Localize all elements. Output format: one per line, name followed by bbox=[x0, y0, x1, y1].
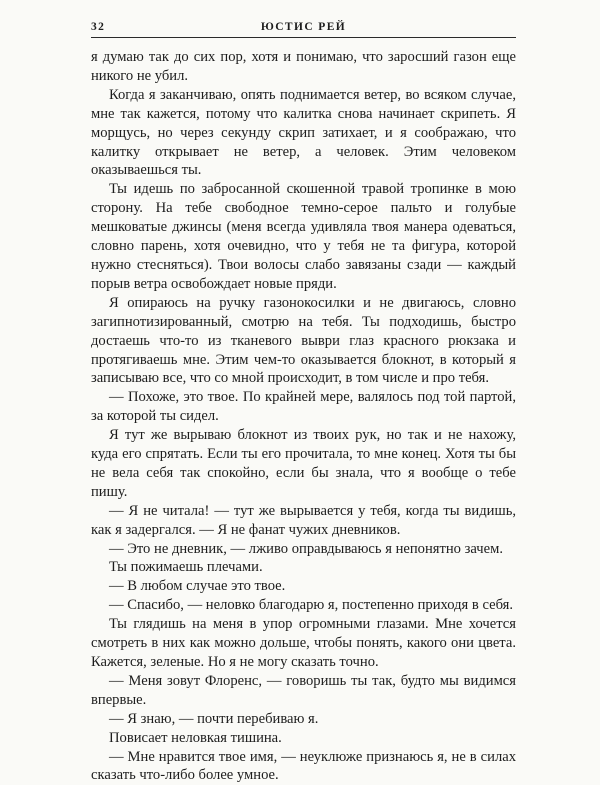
paragraph: — Я не читала! — тут же вырывается у тебя, когда ты видишь, как я задергался. — Я не фанат чужих дневников. bbox=[91, 502, 516, 538]
paragraph: — Мне нравится твое имя, — неуклюже признаюсь я, не в силах сказать что-либо более умное. bbox=[91, 748, 516, 784]
paragraph: Повисает неловкая тишина. bbox=[109, 729, 282, 746]
paragraph: Когда я заканчиваю, опять поднимается ветер, во всяком случае, мне так кажется, потому что калитка снова начинает скрипеть. Я морщусь, но через секунду скрип затихает, и я соображаю, что калитку открывает не ветер, а человек. Этим человеком оказываешься ты. bbox=[91, 86, 516, 179]
paragraph: Ты пожимаешь плечами. bbox=[109, 559, 263, 576]
page-number: 32 bbox=[91, 21, 106, 33]
paragraph: — Я знаю, — почти перебиваю я. bbox=[109, 710, 319, 727]
paragraph: Я тут же вырываю блокнот из твоих рук, но так и не нахожу, куда его спрятать. Если ты его прочитала, то мне конец. Хотя ты бы не вела себя так спокойно, если бы знала, что я вообще о тебе пишу. bbox=[91, 427, 516, 500]
paragraph: я думаю так до сих пор, хотя и понимаю, что заросший газон еще никого не убил. bbox=[91, 49, 516, 84]
paragraph: — В любом случае это твое. bbox=[109, 578, 286, 595]
paragraph: — Похоже, это твое. По крайней мере, валялось под той партой, за которой ты сидел. bbox=[91, 389, 516, 425]
body-text bbox=[91, 48, 516, 785]
paragraph: — Спасибо, — неловко благодарю я, постепенно приходя в себя. bbox=[109, 597, 514, 614]
paragraph: Ты идешь по забросанной скошенной травой тропинке в мою сторону. На тебе свободное темно-серое пальто и голубые мешковатые джинсы (меня всегда удивляла твоя манера одеваться, словно парень, хотя очевидно, что у тебя не та фигура, которой нужно стесняться). Твои волосы слабо завязаны сзади — каждый порыв ветра освобождает новые пряди. bbox=[91, 181, 516, 292]
paragraph: — Меня зовут Флоренс, — говоришь ты так, будто мы видимся впервые. bbox=[91, 672, 516, 708]
running-header bbox=[91, 17, 516, 37]
paragraph: Я опираюсь на ручку газонокосилки и не двигаюсь, словно загипнотизированный, смотрю на тебя. Ты подходишь, быстро достаешь что-то из тканевого выври глаз красного рюкзака и протягиваешь мне. Этим чем-то оказывается блокнот, в который я записываю все, что со мной происходит, в том числе и про тебя. bbox=[91, 294, 516, 387]
paragraph: Ты глядишь на меня в упор огромными глазами. Мне хочется смотреть в них как можно дольше, чтобы понять, какого они цвета. Кажется, зеленые. Но я не могу сказать точно. bbox=[91, 616, 516, 670]
paragraph: — Это не дневник, — лживо оправдываюсь я непонятно зачем. bbox=[109, 540, 503, 557]
header-rule bbox=[91, 37, 516, 38]
running-head-author: ЮСТИС РЕЙ bbox=[260, 21, 347, 33]
